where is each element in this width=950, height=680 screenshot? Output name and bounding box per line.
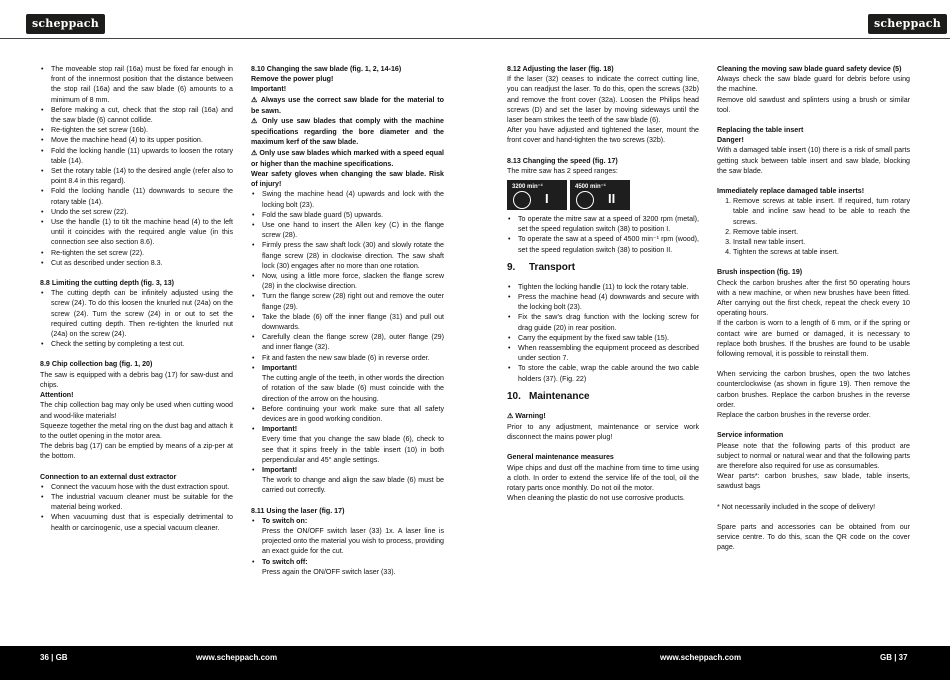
speed-4500-panel: [570, 180, 630, 210]
paragraph: Check the carbon brushes after the first 50 operating hours with a new machine, or when new brushes have been fitted. After carrying out the first check, repeat the check every 10 operating hours.: [717, 278, 910, 318]
cutting-depth-list: [40, 288, 233, 349]
list-item: • When reassembling the equipment proceed as described under section 7.: [518, 343, 699, 363]
saw-blade-icon: [513, 191, 531, 209]
list-item: • Use the handle (1) to tilt the machine head (4) to the left until it coincides with the required angle value (in this connection see also section 8.6).: [51, 217, 233, 248]
list-item: • When vacuuming dust that is especially detrimental to health or carcinogenic, use a special vacuum cleaner.: [51, 512, 233, 532]
paragraph: The chip collection bag may only be used when cutting wood and wood-like materials!: [40, 401, 233, 420]
list-item: [262, 424, 444, 465]
column-2: [251, 64, 444, 577]
important-label: Important!: [251, 85, 287, 94]
switch-on-text: Press the ON/OFF switch laser (33) 1x. A laser line is projected onto the material you wish to process, providing an exact guide for the cut.: [262, 526, 444, 556]
paragraph: When cleaning the plastic do not use corrosive products.: [507, 494, 685, 503]
paragraph: Replace the carbon brushes in the reverse order.: [717, 411, 871, 420]
paragraph: After you have adjusted and tightened the laser, mount the front cover and hand-tighten the two screws (32b).: [507, 126, 699, 145]
list-item: • Before continuing your work make sure that all safety devices are in good working condition.: [262, 404, 444, 424]
speed-label: 3200 min⁻¹: [512, 184, 543, 191]
list-item: • Turn the flange screw (28) right out and remove the outer flange (29).: [262, 291, 444, 311]
list-item: • Check the setting by completing a test cut.: [51, 339, 233, 349]
brand-logo-left: scheppach: [26, 14, 105, 34]
warning-text: Only use saw blades that comply with the machine specifications regarding the bore diameter and the maximum kerf of the saw blade.: [251, 117, 444, 147]
list-item: • The moveable stop rail (16a) must be fixed far enough in front of the innermost position that the distance between the stop rail (16a) and the saw blade (6) amounts to a minimum of 8 mm.: [51, 64, 233, 105]
list-item: • Swing the machine head (4) upwards and lock with the locking bolt (23).: [262, 189, 444, 209]
column-1: [40, 64, 233, 533]
section-heading: 8.11 Using the laser (fig. 17): [251, 506, 345, 515]
page-number-right: GB | 37: [880, 653, 908, 662]
table-insert-steps: [717, 196, 910, 257]
remove-plug-notice: Remove the power plug!: [251, 75, 334, 84]
page-number-left: 36 | GB: [40, 653, 68, 662]
section-heading: 8.13 Changing the speed (fig. 17): [507, 156, 618, 165]
speed-figure: [507, 180, 699, 210]
danger-label: Danger!: [717, 136, 744, 145]
warning-icon: ⚠: [251, 149, 258, 157]
list-item: • Undo the set screw (22).: [51, 207, 233, 217]
paragraph: The mitre saw has 2 speed ranges:: [507, 166, 618, 175]
paragraph: Prior to any adjustment, maintenance or service work disconnect the mains power plug!: [507, 423, 699, 442]
list-item: • Re-tighten the set screw (16b).: [51, 125, 233, 135]
column-4: [717, 64, 910, 552]
list-item: • Move the machine head (4) to its upper position.: [51, 135, 233, 145]
list-item: 1. Remove screws at table insert. If required, turn rotary table and incline saw head to be able to reach the screws.: [733, 196, 910, 227]
paragraph: The saw is equipped with a debris bag (17) for saw-dust and chips.: [40, 370, 233, 389]
section-heading: 8.9 Chip collection bag (fig. 1, 20): [40, 360, 153, 369]
list-item: • Re-tighten the set screw (22).: [51, 248, 233, 258]
warning-text: Only use saw blades which marked with a speed equal or higher than the machine specifications.: [251, 148, 444, 168]
section-heading: Replacing the table insert: [717, 126, 804, 135]
section-heading: Connection to an external dust extractor: [40, 472, 177, 481]
page-header: [0, 0, 950, 40]
important-text: The cutting angle of the teeth, in other words the direction of rotation of the saw blade (6) must coincide with the direction of the arrow on the housing.: [262, 374, 444, 403]
list-item: • The cutting depth can be infinitely adjusted using the screw (24). To do this loosen the knurled nut (24a) on the screw (24). Turn the screw (24) in or out to set the required cutting depth. Then re-tighten the knurled nut (24a) on the screw (24).: [51, 288, 233, 339]
switch-off-text: Press again the ON/OFF switch laser (33).: [262, 567, 396, 576]
section-heading: Service information: [717, 431, 784, 440]
list-item: • To operate the saw at a speed of 4500 min⁻¹ rpm (wood), set the speed regulation switch (38) to position II.: [518, 234, 699, 254]
warning-text: Always use the correct saw blade for the material to be sawn.: [251, 95, 444, 115]
section-heading: 8.12 Adjusting the laser (fig. 18): [507, 65, 614, 73]
list-item: • Now, using a little more force, slacken the flange screw (28) in the clockwise direction.: [262, 271, 444, 291]
warning-icon: ⚠: [251, 118, 259, 126]
important-label: Important!: [262, 425, 298, 434]
list-item: • To store the cable, wrap the cable around the two cable holders (37). (Fig. 22): [518, 363, 699, 383]
page-footer: [0, 646, 950, 680]
list-item: • Carefully clean the flange screw (28), outer flange (29) and inner flange (32).: [262, 332, 444, 352]
chapter-heading-transport: 9. Transport: [507, 261, 576, 273]
list-item: • Fold the saw blade guard (5) upwards.: [262, 210, 444, 220]
paragraph: Wear parts*: carbon brushes, saw blade, table inserts, sawdust bags: [717, 472, 910, 491]
important-label: Important!: [262, 465, 298, 474]
warning-icon: ⚠: [251, 96, 259, 104]
switch-on-label: To switch on:: [262, 516, 308, 525]
paragraph: Wipe chips and dust off the machine from time to time using a cloth. In order to extend the service life of the tool, oil the rotary parts once monthly. Do not oil the motor.: [507, 463, 699, 493]
list-item: • Press the machine head (4) downwards and secure with the locking bolt (23).: [518, 292, 699, 312]
list-item: • Before making a cut, check that the stop rail (16a) and the saw blade (6) cannot collide.: [51, 105, 233, 125]
footer-url-left: www.scheppach.com: [196, 653, 278, 662]
section-heading: 8.8 Limiting the cutting depth (fig. 3, 13): [40, 279, 174, 288]
paragraph: When servicing the carbon brushes, open the two latches counterclockwise (as shown in figure 19). Then remove the carbon brushes. Replace the carbon brushes in the reverse order.: [717, 370, 910, 409]
gloves-notice: Wear safety gloves when changing the saw blade. Risk of injury!: [251, 170, 444, 189]
paragraph: Please note that the following parts of this product are subject to normal or natural wear and that the following parts are therefore also required for use as consumables.: [717, 441, 910, 470]
warning-icon: ⚠: [507, 412, 514, 420]
list-item: 2. Remove table insert.: [733, 227, 910, 237]
paragraph: Remove old sawdust and splinters using a brush or similar tool.: [717, 95, 910, 114]
paragraph: Always check the saw blade guard for debris before using the machine.: [717, 75, 910, 94]
list-item: 3. Install new table insert.: [733, 237, 910, 247]
list-item: • Fold the locking handle (11) upwards to loosen the rotary table (14).: [51, 146, 233, 166]
paragraph: Spare parts and accessories can be obtained from our service centre. To do this, scan the QR code on the cover page.: [717, 522, 910, 552]
paragraph: If the laser (32) ceases to indicate the correct cutting line, you can readjust the laser. To do this, open the screws (32b) and remove the front cover (32a). Loosen the Philips head screws (D) and set the laser by moving sideways until the laser beam strikes the teeth of the saw blade (6).: [507, 75, 699, 125]
saw-blade-icon: [576, 191, 594, 209]
section-heading: 8.10 Changing the saw blade (fig. 1, 2, 14-16): [251, 65, 402, 73]
list-item: • Fit and fasten the new saw blade (6) in reverse order.: [262, 353, 444, 363]
list-item: • Connect the vacuum hose with the dust extraction spout.: [51, 482, 233, 492]
speed-list: [507, 214, 699, 255]
speed-position-mark: I: [545, 191, 549, 207]
list-item: • Use one hand to insert the Allen key (C) in the flange screw (28).: [262, 220, 444, 240]
list-item: [262, 557, 444, 577]
list-item: • Set the rotary table (14) to the desired angle (refer also to point 8.4 in this regard).: [51, 166, 233, 186]
paragraph: With a damaged table insert (10) there is a risk of small parts getting stuck between table insert and saw blade, blocking the saw blade.: [717, 146, 910, 175]
paragraph: * Not necessarily included in the scope of delivery!: [717, 502, 876, 511]
list-item: • Tighten the locking handle (11) to lock the rotary table.: [518, 282, 699, 292]
important-label: Important!: [262, 363, 298, 372]
list-item: • Carry the equipment by the fixed saw table (15).: [518, 333, 699, 343]
speed-3200-panel: [507, 180, 567, 210]
list-item: 4. Tighten the screws at table insert.: [733, 247, 910, 257]
speed-position-mark: II: [608, 191, 616, 207]
warning-label: Warning!: [515, 411, 546, 420]
list-item: [262, 363, 444, 404]
section-heading: Brush inspection (fig. 19): [717, 268, 803, 277]
header-divider: [0, 38, 950, 39]
list-item: • The industrial vacuum cleaner must be suitable for the material being worked.: [51, 492, 233, 512]
switch-off-label: To switch off:: [262, 557, 308, 566]
section-heading: Immediately replace damaged table inserts!: [717, 187, 865, 196]
section-heading: General maintenance measures: [507, 453, 614, 462]
list-item: • Fix the saw’s drag function with the locking screw for drag guide (20) in rear position.: [518, 312, 699, 332]
important-text: The work to change and align the saw blade (6) must be carried out correctly.: [262, 476, 444, 495]
transport-list: [507, 282, 699, 384]
saw-blade-steps: [251, 189, 444, 495]
list-item: [262, 516, 444, 557]
laser-steps: [251, 516, 444, 577]
column-3: [507, 64, 699, 504]
footer-url-right: www.scheppach.com: [660, 653, 742, 662]
section-heading: Cleaning the moving saw blade guard safety device (5): [717, 65, 902, 73]
speed-label: 4500 min⁻¹: [575, 184, 606, 191]
list-item: • Firmly press the saw shaft lock (30) and slowly rotate the flange screw (28) in clockwise direction. The saw shaft lock (30) engages after no more than one rotation.: [262, 240, 444, 271]
list-item: • To operate the mitre saw at a speed of 3200 rpm (metal), set the speed regulation switch (38) to position I.: [518, 214, 699, 234]
list-item: • Fold the locking handle (11) downwards to secure the rotary table (14).: [51, 186, 233, 206]
important-text: Every time that you change the saw blade (6), check to see that it spins freely in the table insert (10) in both perpendicular and 45° angle settings.: [262, 435, 444, 464]
paragraph: If the carbon is worn to a length of 6 mm, or if the spring or contact wire are burned or damaged, it is necessary to replace both brushes. If the brushes are found to be usable following removal, it is possible to reinstall them.: [717, 319, 910, 359]
attention-label: Attention!: [40, 391, 74, 400]
dust-extractor-list: [40, 482, 233, 533]
paragraph: Squeeze together the metal ring on the dust bag and attach it to the outlet opening in the motor area.: [40, 421, 233, 440]
list-item: [262, 465, 444, 496]
brand-logo-right: scheppach: [868, 14, 947, 34]
paragraph: The debris bag (17) can be emptied by means of a zip-per at the bottom.: [40, 442, 233, 461]
list-item: • Take the blade (6) off the inner flange (31) and pull out downwards.: [262, 312, 444, 332]
setup-list: [40, 64, 233, 268]
list-item: • Cut as described under section 8.3.: [51, 258, 233, 268]
chapter-heading-maintenance: 10. Maintenance: [507, 390, 590, 402]
